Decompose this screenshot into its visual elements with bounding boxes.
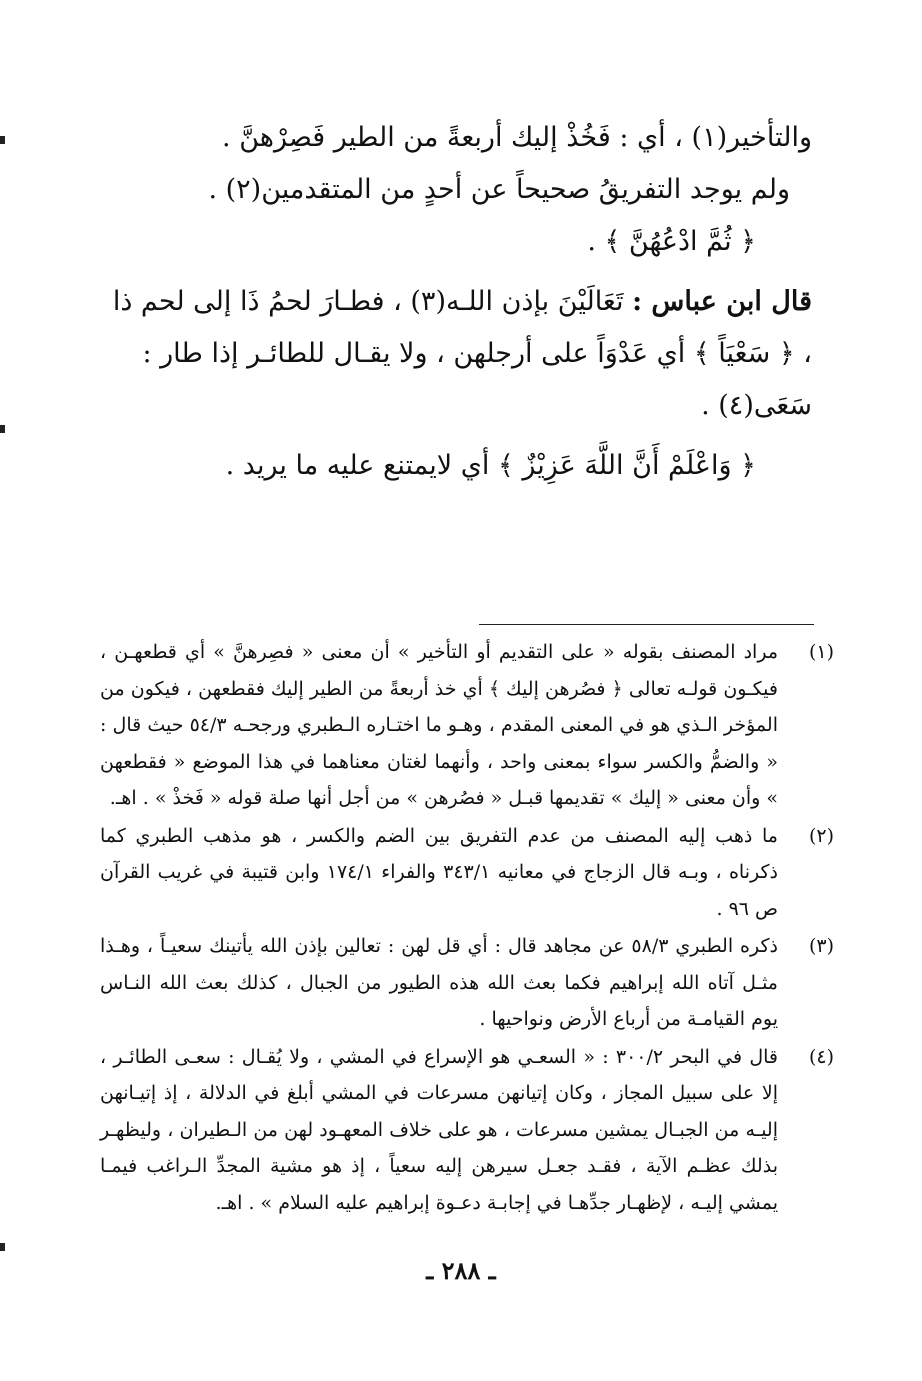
- footnote-text: ذكره الطبري ٥٨/٣ عن مجاهد قال : أي قل لهن : تعالين بإذن الله يأتينك سعيـاً ، وهـذا مثـل آتاه الله إبراهيم فكما بعث الله هذه الطيور من الجبال ، كذلك بعث الله النـاس يوم القيامـة من أرباع الأرض ونواحيها .: [100, 935, 778, 1030]
- page-number: ـ ٢٨٨ ـ: [426, 1256, 496, 1285]
- footnote-text: ما ذهب إليه المصنف من عدم التفريق بين الضم والكسر ، هو مذهب الطبري كما ذكرناه ، وبـه قال الزجاج في معانيه ٣٤٣/١ والفراء ١٧٤/١ وابن قتيبة في غريب القرآن ص ٩٦ .: [100, 824, 778, 920]
- footnote-separator: [479, 624, 814, 625]
- scan-edge-mark: [0, 425, 5, 433]
- footnote-text: مراد المصنف بقوله « على التقديم أو التأخير » أن معنى « فصِرهنَّ » أي قطعهـن ، فيكـون قولـه تعالى ﴿ فصُرهن إليك ﴾ أي خذ أربعةً من الطير إليك فقطعهن ، فيكون من المؤخر الـذي هو في المعنى المقدم ، وهـو ما اختـاره الـطبري ورجحـه ٥٤/٣ حيث قال : « والضمُّ والكسر سواء بمعنى واحد ، وأنهما لغتان معناهما في هذا الموضع « فقطعهن » وأن معنى « إليك » تقديمها قبـل « فصُرهن » من أجل أنها صلة قوله « فَخذْ » . اهـ.: [100, 641, 778, 809]
- footnotes: [100, 634, 834, 1222]
- footnote-number: (١): [808, 641, 834, 663]
- speaker-label: قال ابن عباس :: [632, 286, 812, 317]
- paragraph-text: تَعَالَيْنَ بإذن اللـه(٣) ، فطـارَ لحمُ ذَا إلى لحم ذا ، ﴿ سَعْيَاً ﴾ أي عَدْوَاً على أرجلهن ، ولا يقـال للطائـر إذا طار : سَعَى(٤) .: [112, 286, 812, 421]
- main-line: والتأخير(١) ، أي : فَخُذْ إليك أربعةً من الطير فَصِرْهنَّ .: [222, 122, 812, 153]
- footnote-number: (٢): [808, 824, 834, 847]
- footnote-number: (٤): [808, 1045, 834, 1068]
- footnote: [100, 1039, 834, 1222]
- main-line: ﴿ وَاعْلَمْ أَنَّ اللَّهَ عَزِيْزٌ ﴾ أي لايمتنع عليه ما يريد .: [225, 450, 756, 481]
- scan-edge-mark: [0, 1243, 5, 1251]
- scan-edge-mark: [0, 136, 5, 144]
- main-text: [100, 112, 812, 492]
- footnote: [100, 634, 834, 817]
- footnote-text: قال في البحر ٣٠٠/٢ : « السعـي هو الإسراع في المشي ، ولا يُقـال : سعـى الطائـر ، إلا على سبيل المجاز ، وكان إتيانهن مسرعات في المشي أبلغ في الدلالة ، إذ إتيـانهن إليـه من الجبـال يمشين مسرعات ، هو على خلاف المعهـود لهن من الـطيران ، وليظهـر بذلك عظـم الآية ، فقـد جعـل سيرهن إليه سعياً ، إذ هو مشية المجدِّ الـراغب فيمـا يمشي إليـه ، لإظهـار جدِّهـا في إجابـة دعـوة إبراهيم عليه السلام » . اهـ.: [100, 1045, 778, 1214]
- footnote: [100, 818, 834, 928]
- main-line: ﴿ ثُمَّ ادْعُهُنَّ ﴾ .: [587, 226, 756, 257]
- main-paragraph: [100, 276, 812, 432]
- main-line: ولم يوجد التفريقُ صحيحاً عن أحدٍ من المتقدمين(٢) .: [208, 174, 790, 205]
- footnote: [100, 928, 834, 1038]
- footnote-number: (٣): [808, 935, 834, 957]
